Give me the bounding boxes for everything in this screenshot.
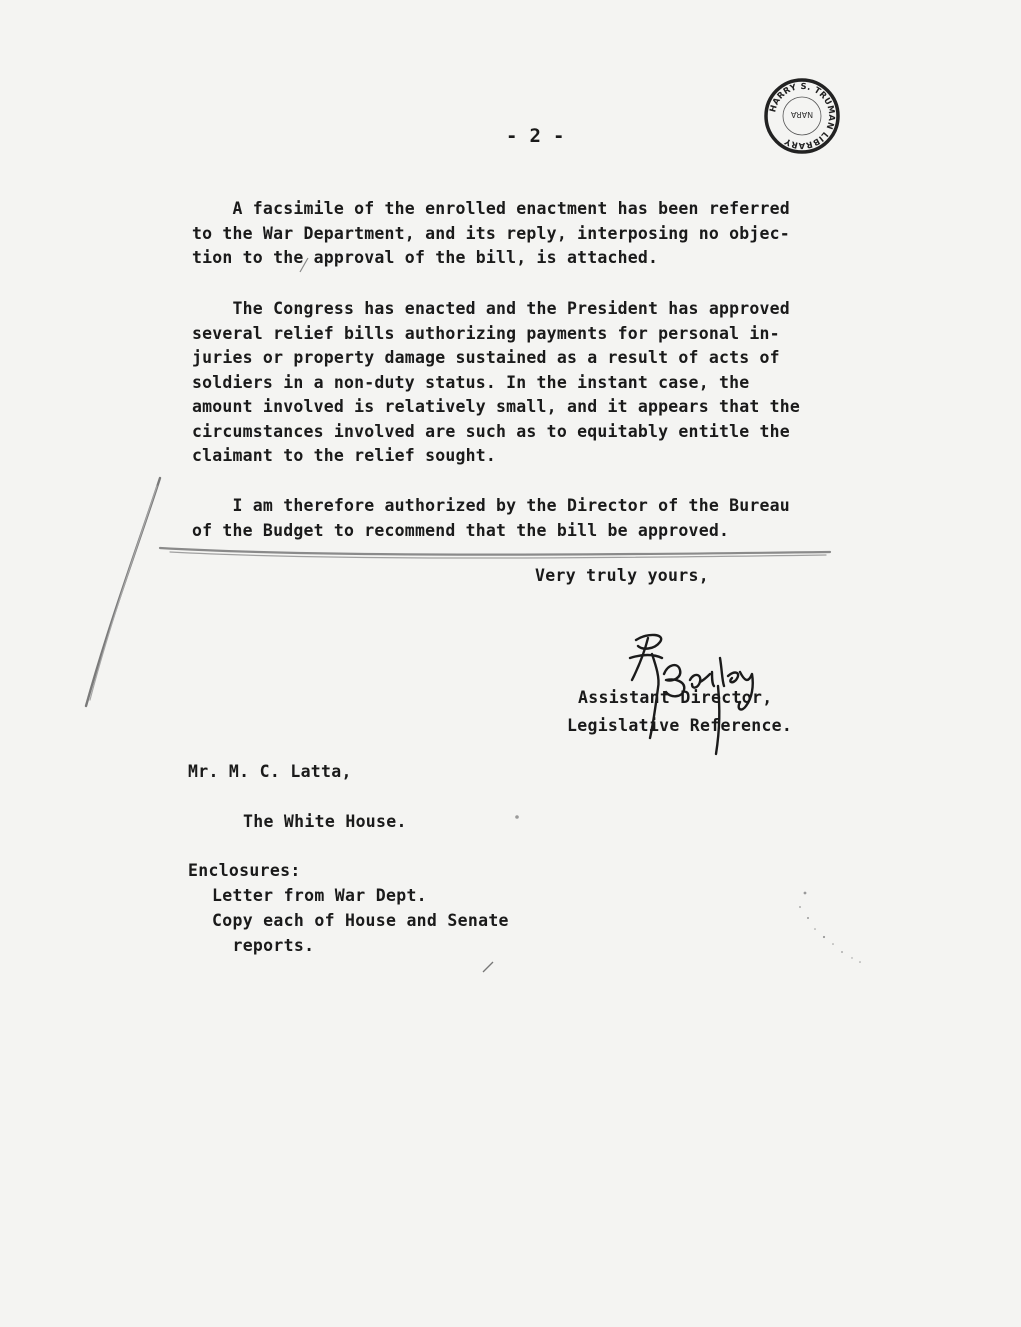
stamp-subtext: NARA: [790, 110, 814, 119]
paragraph-line: I am therefore authorized by the Director of the Bureau: [192, 496, 790, 515]
paragraph-line: claimant to the relief sought.: [192, 446, 497, 465]
signer-title: Assistant Director,: [578, 688, 773, 707]
pencil-underline-2: [170, 552, 826, 558]
pencil-tick: [483, 962, 493, 972]
page-number: - 2 -: [506, 125, 565, 147]
paragraph-line: soldiers in a non-duty status. In the instant case, the: [192, 372, 750, 392]
stamp-text: HARRY S. TRUMAN LIBRARY: [767, 80, 838, 152]
paragraph-line: several relief bills authorizing payments for personal in-: [192, 323, 780, 343]
paragraph-line: The Congress has enacted and the President has approved: [192, 299, 790, 318]
enclosure-item: Letter from War Dept.: [212, 886, 427, 905]
paragraph-line: to the War Department, and its reply, interposing no objec-: [192, 223, 790, 243]
pencil-underline: [160, 548, 830, 555]
addressee-name: Mr. M. C. Latta,: [188, 762, 352, 781]
paragraph-line: tion to the approval of the bill, is attached.: [192, 248, 659, 267]
enclosure-item: Copy each of House and Senate: [212, 911, 509, 930]
enclosures-heading: Enclosures:: [188, 861, 301, 880]
paragraph-1: [192, 197, 790, 271]
smudge-marks: [515, 815, 861, 963]
paragraph-line: amount involved is relatively small, and it appears that the: [192, 397, 801, 416]
paragraph-line: circumstances involved are such as to equitably entitle the: [192, 421, 790, 441]
paragraph-3: [192, 494, 790, 543]
paragraph-line: of the Budget to recommend that the bill be approved.: [192, 520, 730, 540]
addressee-organization: The White House.: [243, 812, 407, 831]
pencil-slash: [86, 478, 160, 706]
enclosure-item: reports.: [212, 936, 315, 955]
signer-department: Legislative Reference.: [567, 716, 793, 735]
pencil-slash-2: [90, 486, 157, 700]
paragraph-line: A facsimile of the enrolled enactment has been referred: [192, 199, 790, 218]
library-stamp: [762, 76, 842, 156]
paragraph-line: juries or property damage sustained as a result of acts of: [192, 348, 780, 367]
closing: Very truly yours,: [535, 566, 709, 585]
signature-name: Bailey: [612, 764, 616, 765]
paragraph-2: [192, 297, 800, 469]
